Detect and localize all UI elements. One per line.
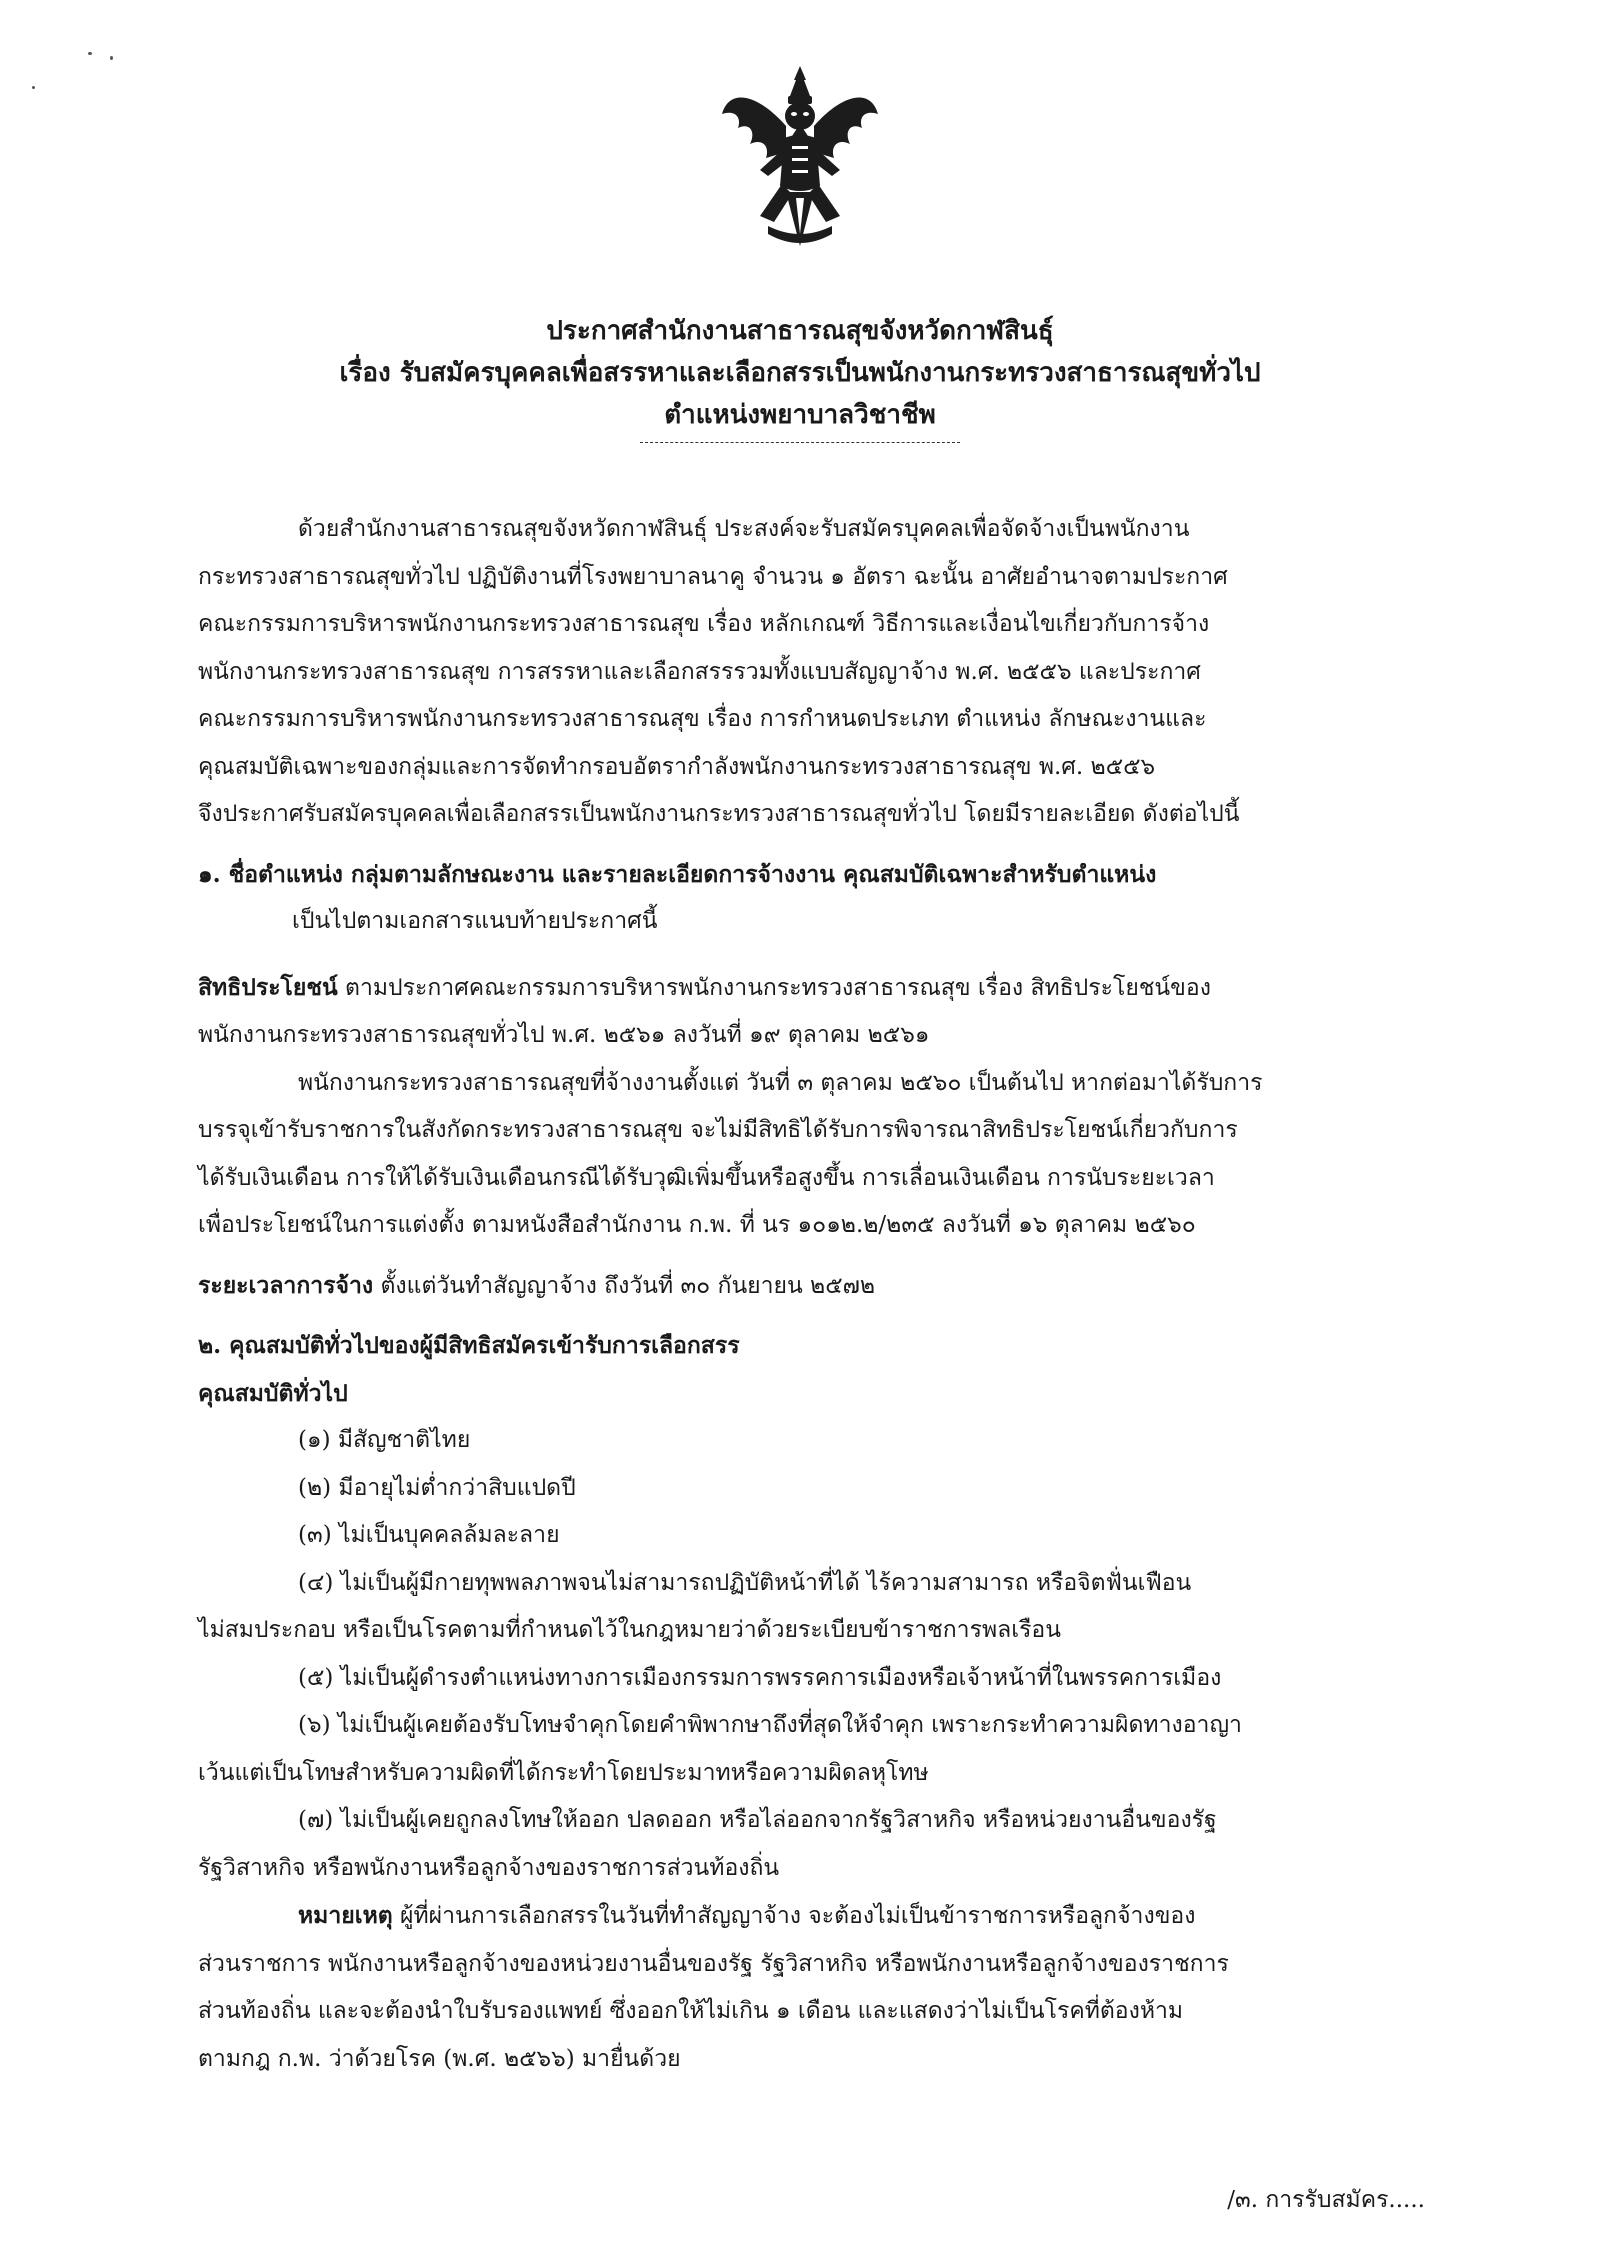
section2-heading: ๒. คุณสมบัติทั่วไปของผู้มีสิทธิสมัครเข้ารับการเลือกสรร — [198, 1332, 740, 1359]
spacer — [198, 946, 1438, 964]
period-label: ระยะเวลาการจ้าง — [198, 1271, 374, 1299]
announcement-header — [0, 310, 1600, 444]
qualification-item: (๑) มีสัญชาติไทย — [298, 1427, 471, 1453]
document-body — [198, 506, 1438, 2083]
benefits-line — [198, 964, 1438, 1013]
scan-speck — [32, 86, 35, 89]
spacer — [198, 1310, 1438, 1322]
section1-heading: ๑. ชื่อตำแหน่ง กลุ่มตามลักษณะงาน และรายละเอียดการจ้างงาน คุณสมบัติเฉพาะสำหรับตำแหน่ง — [198, 860, 1157, 888]
note-line: ตามกฎ ก.พ. ว่าด้วยโรค (พ.ศ. ๒๕๖๖) มายื่นด้วย — [198, 2045, 681, 2072]
qualification-item: (๗) ไม่เป็นผู้เคยถูกลงโทษให้ออก ปลดออก หรือไล่ออกจากรัฐวิสาหกิจ หรือหน่วยงานอื่นของรัฐ — [298, 1807, 1217, 1833]
intro-line: ด้วยสำนักงานสาธารณสุขจังหวัดกาฬสินธุ์ ประสงค์จะรับสมัครบุคคลเพื่อจัดจ้างเป็นพนักงาน — [298, 516, 1190, 542]
period-line — [198, 1262, 1438, 1311]
note-line — [198, 1892, 1438, 1941]
header-title: ประกาศสำนักงานสาธารณสุขจังหวัดกาฬสินธุ์ — [546, 316, 1054, 346]
qualification-item: (๖) ไม่เป็นผู้เคยต้องรับโทษจำคุกโดยคำพิพากษาถึงที่สุดให้จำคุก เพราะกระทำความผิดทางอาญา — [298, 1712, 1242, 1738]
qualification-item-cont: เว้นแต่เป็นโทษสำหรับความผิดที่ได้กระทำโดยประมาทหรือความผิดลหุโทษ — [198, 1759, 929, 1786]
qualification-item: (๔) ไม่เป็นผู้มีกายทุพพลภาพจนไม่สามารถปฏิบัติหน้าที่ได้ ไร้ความสามารถ หรือจิตฟั่นเฟือน — [298, 1569, 1192, 1596]
section2-subheading: คุณสมบัติทั่วไป — [198, 1379, 348, 1407]
intro-line: กระทรวงสาธารณสุขทั่วไป ปฏิบัติงานที่โรงพยาบาลนาคู จำนวน ๑ อัตรา ฉะนั้น อาศัยอำนาจตามประกาศ — [198, 563, 1228, 590]
note-line: ส่วนท้องถิ่น และจะต้องนำใบรับรองแพทย์ ซึ่งออกให้ไม่เกิน ๑ เดือน และแสดงว่าไม่เป็นโรคที่ต้องห้าม — [198, 1998, 1184, 2024]
note-label: หมายเหตุ — [298, 1902, 393, 1929]
intro-line: คุณสมบัติเฉพาะของกลุ่มและการจัดทำกรอบอัตรากำลังพนักงานกระทรวงสาธารณสุข พ.ศ. ๒๕๕๖ — [198, 753, 1156, 780]
header-divider — [640, 442, 960, 444]
spacer — [198, 839, 1438, 851]
header-subject: เรื่อง รับสมัครบุคคลเพื่อสรรหาและเลือกสรรเป็นพนักงานกระทรวงสาธารณสุขทั่วไป — [339, 358, 1261, 388]
note-text: ผู้ที่ผ่านการเลือกสรรในวันที่ทำสัญญาจ้าง จะต้องไม่เป็นข้าราชการหรือลูกจ้างของ — [392, 1903, 1196, 1929]
garuda-emblem-icon — [720, 66, 880, 258]
benefits-para-line: พนักงานกระทรวงสาธารณสุขที่จ้างงานตั้งแต่ วันที่ ๓ ตุลาคม ๒๕๖๐ เป็นต้นไป หากต่อมาได้รับการ — [298, 1069, 1263, 1096]
benefits-para-line: เพื่อประโยชน์ในการแต่งตั้ง ตามหนังสือสำนักงาน ก.พ. ที่ นร ๑๐๑๒.๒/๒๓๕ ลงวันที่ ๑๖ ตุลาคม ๒๕๖๐ — [198, 1212, 1196, 1238]
qualification-item-cont: ไม่สมประกอบ หรือเป็นโรคตามที่กำหนดไว้ในกฎหมายว่าด้วยระเบียบข้าราชการพลเรือน — [198, 1617, 1061, 1643]
spacer — [198, 1250, 1438, 1262]
benefits-label: สิทธิประโยชน์ — [198, 973, 338, 1001]
intro-line: คณะกรรมการบริหารพนักงานกระทรวงสาธารณสุข เรื่อง การกำหนดประเภท ตำแหน่ง ลักษณะงานและ — [198, 706, 1207, 732]
intro-line: คณะกรรมการบริหารพนักงานกระทรวงสาธารณสุข เรื่อง หลักเกณฑ์ วิธีการและเงื่อนไขเกี่ยวกับการจ้าง — [198, 611, 1210, 637]
qualification-item: (๒) มีอายุไม่ต่ำกว่าสิบแปดปี — [298, 1474, 576, 1501]
qualification-item-cont: รัฐวิสาหกิจ หรือพนักงานหรือลูกจ้างของราชการส่วนท้องถิ่น — [198, 1854, 780, 1881]
benefits-line: พนักงานกระทรวงสาธารณสุขทั่วไป พ.ศ. ๒๕๖๑ ลงวันที่ ๑๙ ตุลาคม ๒๕๖๑ — [198, 1022, 930, 1048]
scan-speck — [88, 52, 92, 55]
period-text: ตั้งแต่วันทำสัญญาจ้าง ถึงวันที่ ๓๐ กันยายน ๒๕๗๒ — [373, 1272, 876, 1299]
intro-line: จึงประกาศรับสมัครบุคคลเพื่อเลือกสรรเป็นพนักงานกระทรวงสาธารณสุขทั่วไป โดยมีรายละเอียด ดังต่อไปนี้ — [198, 801, 1240, 827]
next-page-marker: /๓. การรับสมัคร..... — [1227, 2187, 1425, 2213]
section1-body: เป็นไปตามเอกสารแนบท้ายประกาศนี้ — [292, 908, 658, 934]
qualification-item: (๕) ไม่เป็นผู้ดำรงตำแหน่งทางการเมืองกรรมการพรรคการเมืองหรือเจ้าหน้าที่ในพรรคการเมือง — [298, 1664, 1222, 1691]
benefits-para-line: บรรจุเข้ารับราชการในสังกัดกระทรวงสาธารณสุข จะไม่มีสิทธิได้รับการพิจารณาสิทธิประโยชน์เกี่ยวกับการ — [198, 1117, 1238, 1143]
benefits-para-line: ได้รับเงินเดือน การให้ได้รับเงินเดือนกรณีได้รับวุฒิเพิ่มขึ้นหรือสูงขึ้น การเลื่อนเงินเดือน การนับระยะเวลา — [198, 1164, 1215, 1191]
intro-line: พนักงานกระทรวงสาธารณสุข การสรรหาและเลือกสรรรวมทั้งแบบสัญญาจ้าง พ.ศ. ๒๕๕๖ และประกาศ — [198, 658, 1201, 685]
header-position: ตำแหน่งพยาบาลวิชาชีพ — [664, 400, 936, 430]
scan-speck — [110, 56, 113, 60]
note-line: ส่วนราชการ พนักงานหรือลูกจ้างของหน่วยงานอื่นของรัฐ รัฐวิสาหกิจ หรือพนักงานหรือลูกจ้างของราชการ — [198, 1950, 1229, 1977]
benefits-text: ตามประกาศคณะกรรมการบริหารพนักงานกระทรวงสาธารณสุข เรื่อง สิทธิประโยชน์ของ — [337, 974, 1211, 1001]
qualification-item: (๓) ไม่เป็นบุคคลล้มละลาย — [298, 1522, 560, 1548]
